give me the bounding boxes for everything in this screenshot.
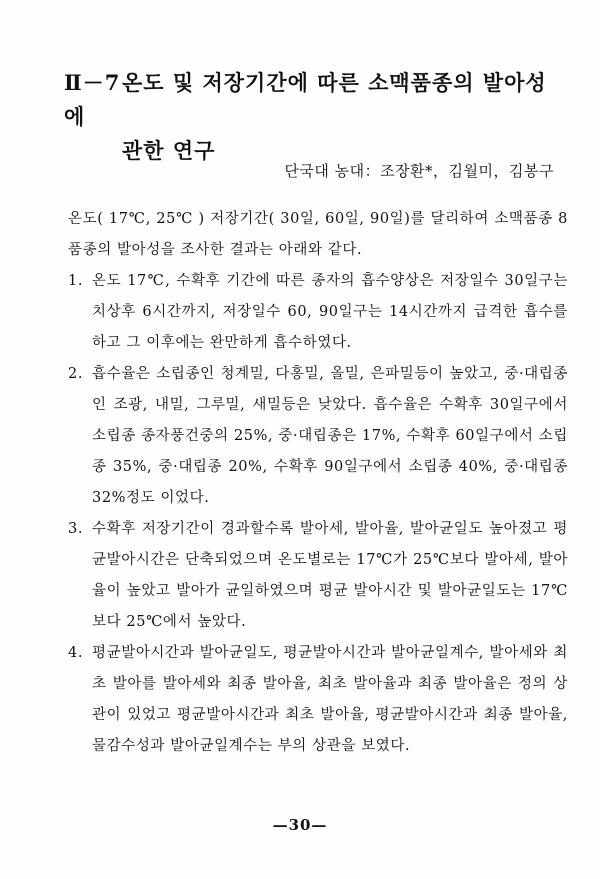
intro-paragraph: 온도( 17℃, 25℃ ) 저장기간( 30일, 60일, 90일)를 달리하여 소맥품종 8품종의 발아성을 조사한 결과는 아래와 같다.: [68, 211, 568, 258]
title-line-2: 관한 연구: [122, 138, 216, 163]
list-item-text: 수확후 저장기간이 경과할수록 발아세, 발아율, 발아균일도 높아졌고 평균발아시간은 단축되었으며 온도별로는 17℃가 25℃보다 발아세, 발아율이 높았고 발아가 균일하였으며 평균 발아시간 및 발아균일도는 17℃보다 25℃에서 높았다.: [92, 521, 568, 630]
author-affiliation: 단국대 농대：조장환*，김월미，김봉구: [284, 162, 554, 180]
list-item-number: 3.: [68, 521, 84, 537]
section-number: Ⅱ－7: [64, 70, 121, 95]
list-item: [68, 359, 568, 514]
title-line-1: 온도 및 저장기간에 따른 소맥품종의 발아성에: [64, 70, 547, 129]
list-item-text: 흡수율은 소립종인 청계밀, 다홍밀, 올밀, 은파밀등이 높았고, 중·대립종인 조광, 내밀, 그루밀, 새밀등은 낮았다. 흡수율은 수확후 30일구에서 소립종 종자풍건중의 25%, 중·대립종은 17%, 수확후 60일구에서 소립종 35%, 중·대립종 20%, 수확후 90일구에서 소립종 40%, 중·대립종 32%정도 이었다.: [92, 366, 568, 506]
list-item: [68, 514, 568, 638]
list-item-text: 온도 17℃, 수확후 기간에 따른 종자의 흡수양상은 저장일수 30일구는 치상후 6시간까지, 저장일수 60, 90일구는 14시간까지 급격한 흡수를 하고 그 이후에는 완만하게 흡수하였다.: [92, 273, 568, 351]
document-title: [64, 66, 564, 168]
list-item: [68, 638, 568, 762]
list-item-number: 2.: [68, 366, 84, 382]
list-item-number: 1.: [68, 273, 84, 289]
list-item-text: 평균발아시간과 발아균일도, 평균발아시간과 발아균일계수, 발아세와 최초 발아를 발아세와 최종 발아율, 최초 발아율과 최종 발아율은 정의 상관이 있었고 평균발아시간과 최초 발아율, 평균발아시간과 최종 발아율, 물감수성과 발아균일계수는 부의 상관을 보였다.: [92, 645, 568, 754]
body-text: [68, 204, 568, 762]
list-item-number: 4.: [68, 645, 84, 661]
list-item: [68, 266, 568, 359]
page-number: —30—: [272, 816, 328, 834]
